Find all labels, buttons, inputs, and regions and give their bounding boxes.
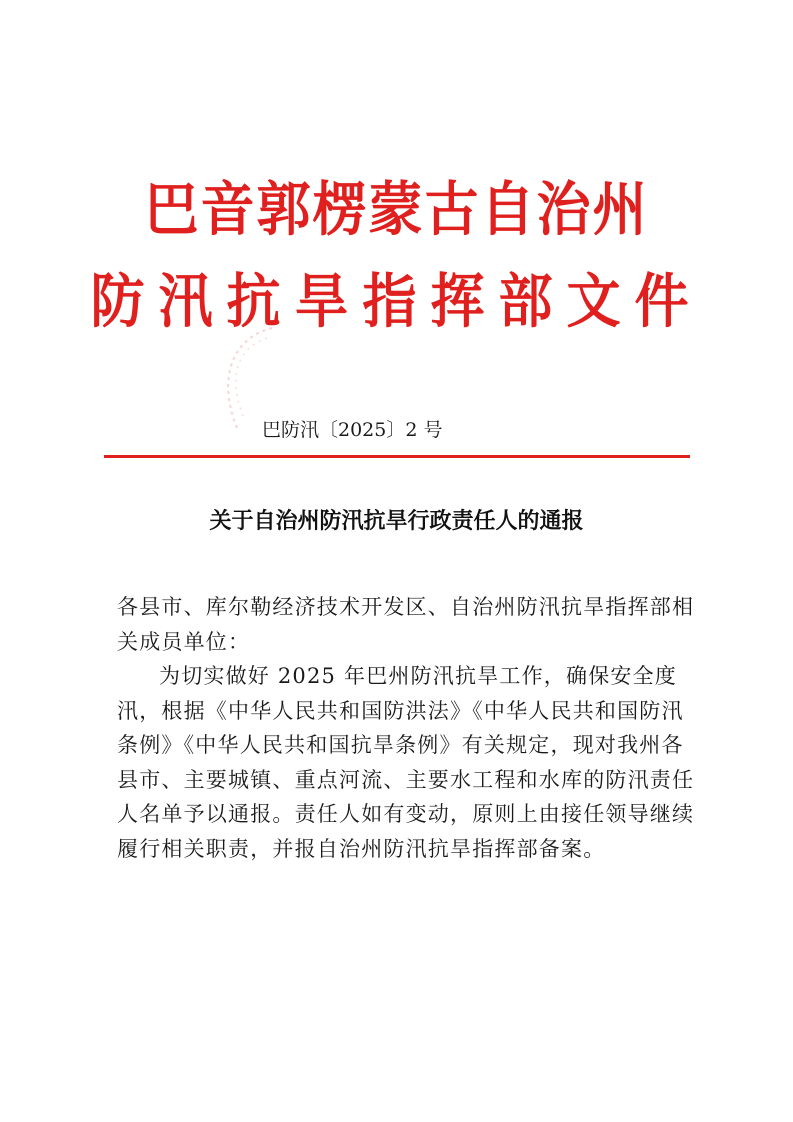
document-number: 巴防汛〔2025〕2 号 [262,419,443,441]
issuer-header-line1: 巴音郭楞蒙古自治州 [144,175,649,244]
issuer-header-line2: 防汛抗旱指挥部文件 [90,267,703,336]
red-separator-line [104,455,690,458]
document-body [117,590,697,866]
body-paragraph: 为切实做好 2025 年巴州防汛抗旱工作，确保安全度汛，根据《中华人民共和国防洪法》《中华人民共和国防汛条例》《中华人民共和国抗旱条例》有关规定，现对我州各县市、主要城镇、重点河流、主要水工程和水库的防汛责任人名单予以通报。责任人如有变动，原则上由接任领导继续履行相关职责，并报自治州防汛抗旱指挥部备案。 [117,664,695,861]
salutation: 各县市、库尔勒经济技术开发区、自治州防汛抗旱指挥部相关成员单位： [117,595,695,654]
document-title: 关于自治州防汛抗旱行政责任人的通报 [209,508,584,534]
